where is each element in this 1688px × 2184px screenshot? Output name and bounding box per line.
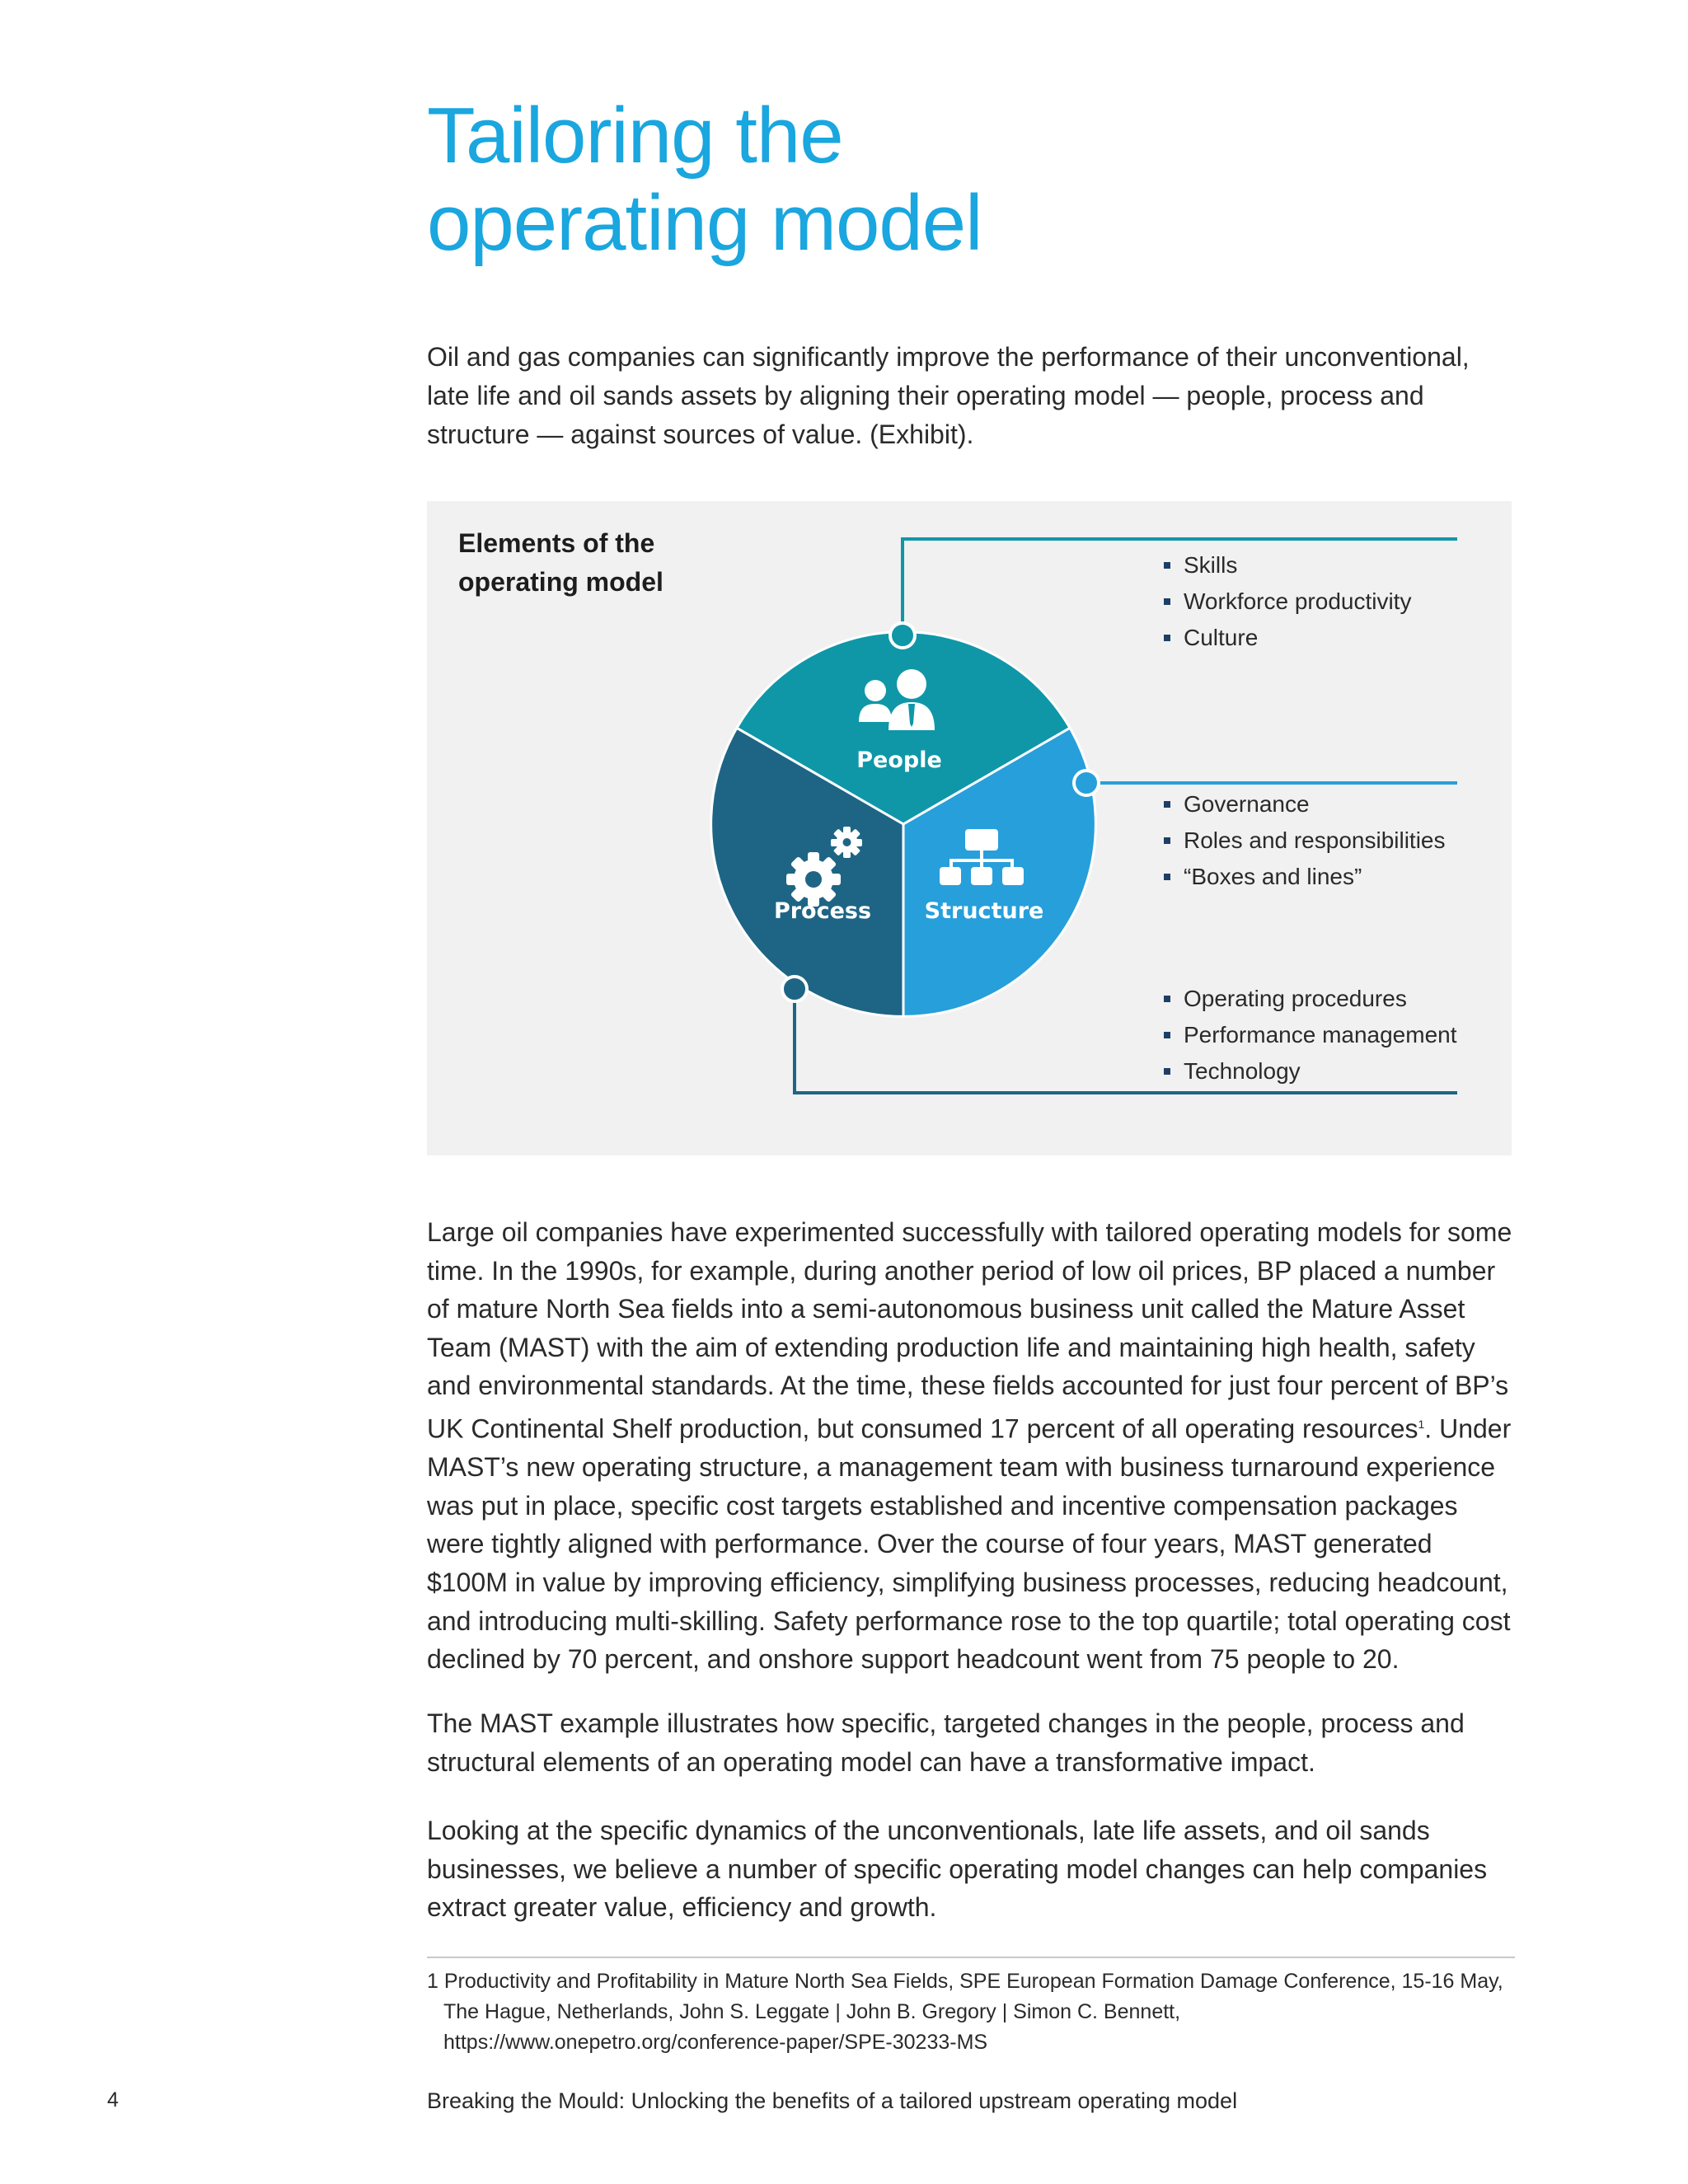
list-item: Technology — [1162, 1053, 1457, 1090]
list-item: Roles and responsibilities — [1162, 823, 1446, 859]
list-item: Skills — [1162, 547, 1411, 583]
process-connector-dot — [782, 977, 807, 1001]
process-bullet-list — [1162, 981, 1457, 1090]
structure-connector-dot — [1074, 771, 1099, 795]
process-label: Process — [773, 898, 872, 924]
page-title — [427, 92, 1498, 267]
title-line-1: Tailoring the — [427, 91, 843, 180]
list-item: Workforce productivity — [1162, 583, 1411, 620]
structure-label: Structure — [924, 898, 1044, 924]
people-label: People — [856, 748, 942, 773]
body-paragraph-1-continued: . Under MAST’s new operating structure, a management team with business turnaround experience was put in place, specific cost targets established and incentive compensation packages were tightly aligned with performance. Over the course of four years, MAST generated $100M in value by improving efficiency, simplifying business processes, reducing headcount, and introducing multi-skilling. Safety performance rose to the top quartile; total operating cost declined by 70 percent, and onshore support headcount went from 75 people to 20. — [427, 1413, 1512, 1675]
footnote-divider — [427, 1957, 1515, 1958]
body-paragraph-1-text: Large oil companies have experimented successfully with tailored operating models for some time. In the 1990s, for example, during another period of low oil prices, BP placed a number of mature North Sea fields into a semi-autonomous business unit called the Mature Asset Team (MAST) with the aim of extending production life and maintaining high health, safety and environmental standards. At the time, these fields accounted for just four percent of BP’s UK Continental Shelf production, but consumed 17 percent of all operating resources — [427, 1217, 1512, 1444]
body-paragraph-1 — [427, 1213, 1515, 1679]
exhibit-panel — [427, 501, 1512, 1155]
footer-title: Breaking the Mould: Unlocking the benefits of a tailored upstream operating model — [427, 2088, 1238, 2113]
exhibit-title-line-2: operating model — [458, 567, 663, 597]
list-item: Performance management — [1162, 1017, 1457, 1053]
list-item: Governance — [1162, 786, 1446, 823]
footnote: 1 Productivity and Profitability in Mature North Sea Fields, SPE European Formation Damage Conference, 15-16 May, The Hague, Netherlands, John S. Leggate | John B. Gregory | Simon C. Bennett, https://www.onepetro.org/conference-paper/SPE-30233-MS — [427, 1970, 1503, 2054]
list-item: Operating procedures — [1162, 981, 1457, 1017]
people-connector-dot — [890, 623, 915, 648]
page-number: 4 — [107, 2088, 119, 2111]
structure-bullet-list — [1162, 786, 1446, 895]
list-item: “Boxes and lines” — [1162, 859, 1446, 895]
people-bullet-list — [1162, 547, 1411, 656]
intro-paragraph: Oil and gas companies can significantly improve the performance of their unconventional, late life and oil sands assets by aligning their operating model — people, process and structure — against sources of value. (Exhibit). — [427, 342, 1470, 449]
body-paragraph-3: Looking at the specific dynamics of the unconventionals, late life assets, and oil sands businesses, we believe a number of specific operating model changes can help companies extract greater value, efficiency and growth. — [427, 1816, 1488, 1923]
list-item: Culture — [1162, 620, 1411, 656]
title-line-2: operating model — [427, 179, 982, 267]
exhibit-title-line-1: Elements of the — [458, 528, 655, 558]
body-paragraph-2: The MAST example illustrates how specific, targeted changes in the people, process and structural elements of an operating model can have a transformative impact. — [427, 1708, 1465, 1777]
footnote-reference[interactable]: 1 — [1418, 1417, 1425, 1431]
